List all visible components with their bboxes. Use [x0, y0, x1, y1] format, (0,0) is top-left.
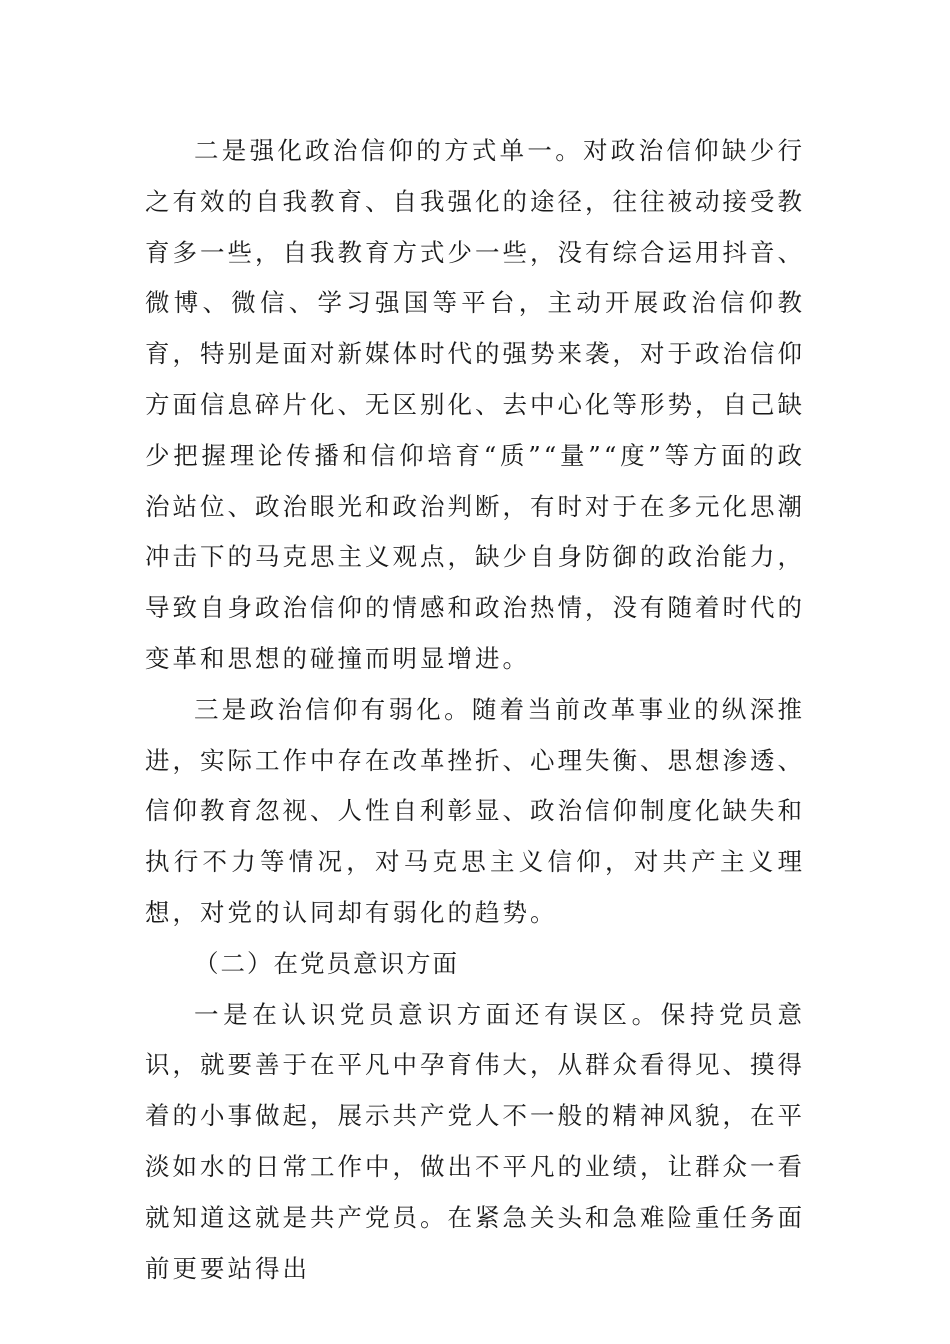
section-heading-party-awareness: （二）在党员意识方面 — [194, 948, 459, 978]
paragraph-political-belief-weakening: 三是政治信仰有弱化。随着当前改革事业的纵深推进，实际工作中存在改革挫折、心理失衡、思想渗透、信仰教育忽视、人性自利彰显、政治信仰制度化缺失和执行不力等情况，对马克思主义信仰，对共产主义理想，对党的认同却有弱化的趋势。 — [145, 694, 805, 927]
paragraph-political-belief-method: 二是强化政治信仰的方式单一。对政治信仰缺少行之有效的自我教育、自我强化的途径，往往被动接受教育多一些，自我教育方式少一些，没有综合运用抖音、微博、微信、学习强国等平台，主动开展政治信仰教育，特别是面对新媒体时代的强势来袭，对于政治信仰方面信息碎片化、无区别化、去中心化等形势，自己缺少把握理论传播和信仰培育“质”“量”“度”等方面的政治站位、政治眼光和政治判断，有时对于在多元化思潮冲击下的马克思主义观点，缺少自身防御的政治能力，导致自身政治信仰的情感和政治热情，没有随着时代的变革和思想的碰撞而明显增进。 — [145, 136, 805, 673]
paragraph-party-awareness-misconception: 一是在认识党员意识方面还有误区。保持党员意识，就要善于在平凡中孕育伟大，从群众看得见、摸得着的小事做起，展示共产党人不一般的精神风貌，在平淡如水的日常工作中，做出不平凡的业绩，让群众一看就知道这就是共产党员。在紧急关头和急难险重任务面前更要站得出 — [145, 999, 805, 1283]
document-body — [145, 126, 805, 1294]
